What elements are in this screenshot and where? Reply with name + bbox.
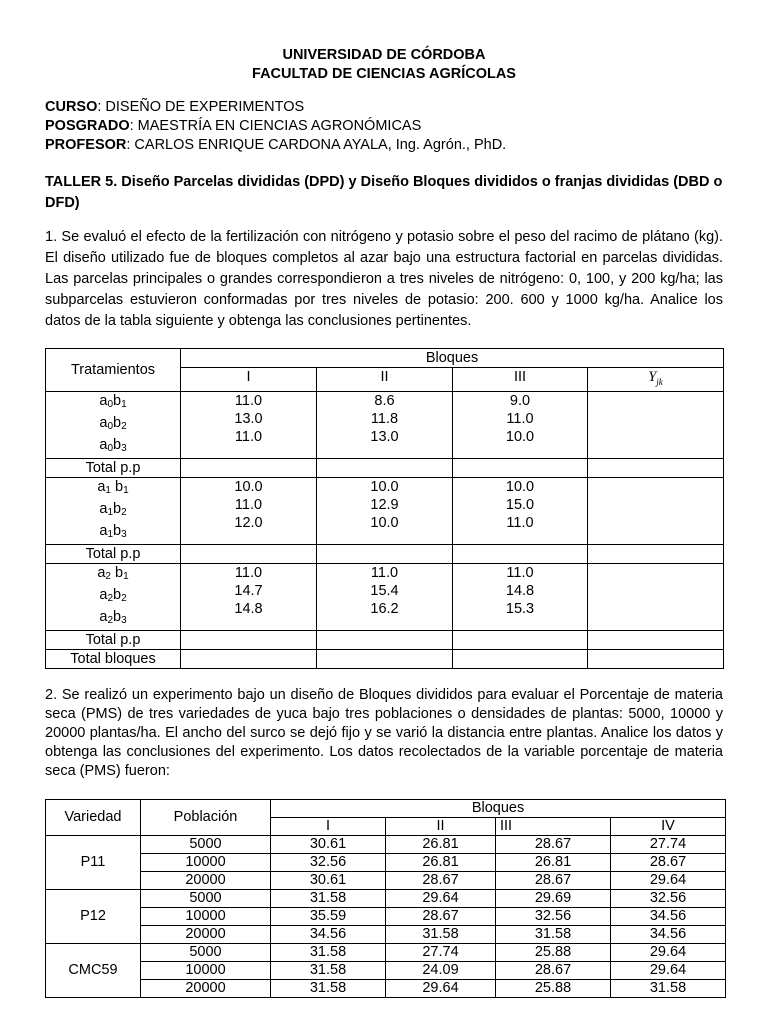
value-cell: 10.0: [370, 478, 399, 495]
value-cell: 28.67: [611, 853, 726, 871]
table-1-values-cell: [317, 391, 453, 458]
value-cell: 29.64: [386, 889, 496, 907]
table-1-values-cell: [453, 563, 588, 630]
value-cell: 10.0: [505, 478, 535, 495]
value-cell: 27.74: [386, 943, 496, 961]
professor-label: PROFESOR: [45, 137, 127, 153]
value-cell: 29.64: [386, 979, 496, 997]
population-cell: 10000: [141, 853, 271, 871]
value-cell: 26.81: [386, 853, 496, 871]
table-1-total-blocks-row: [46, 649, 724, 668]
treatment-label: $a_0b_1$: [99, 392, 127, 410]
value-cell: 28.67: [386, 871, 496, 889]
value-cell: 25.88: [496, 943, 611, 961]
total-pp-cell: [181, 544, 317, 563]
table-1-group-row: [46, 563, 724, 630]
value-cell: 32.56: [496, 907, 611, 925]
table-1-treatments-cell: [46, 563, 181, 630]
document-header: [45, 46, 723, 84]
table-1-values-cell: [453, 477, 588, 544]
total-pp-cell: [453, 630, 588, 649]
value-cell: 11.0: [234, 496, 263, 513]
total-pp-cell: [181, 630, 317, 649]
total-blocks-cell: [181, 649, 317, 668]
table-2-row: [46, 925, 726, 943]
value-cell: 14.8: [234, 600, 263, 617]
value-cell: 8.6: [374, 392, 395, 409]
total-pp-cell: [588, 630, 724, 649]
value-cell: 10.0: [234, 478, 263, 495]
workshop-title: TALLER 5. Diseño Parcelas divididas (DPD) y Diseño Bloques divididos o franjas divididas (DBD o DFD): [45, 174, 723, 211]
value-cell: 26.81: [386, 835, 496, 853]
table-1-treatments-cell: [46, 391, 181, 458]
treatment-label: $a_0b_3$: [99, 436, 127, 454]
value-cell: 31.58: [271, 979, 386, 997]
table-2-block-iii: III: [496, 817, 611, 835]
population-cell: 5000: [141, 943, 271, 961]
value-cell: 12.9: [370, 496, 399, 513]
table-1-blocks-header: Bloques: [181, 349, 724, 368]
professor-line: [45, 136, 723, 155]
value-cell: 11.0: [370, 564, 399, 581]
value-cell: 12.0: [234, 514, 263, 531]
treatment-label: $a_0b_2$: [99, 414, 127, 432]
table-2-block-i: I: [271, 817, 386, 835]
value-cell: 13.0: [234, 410, 263, 427]
table-2-population-header: Población: [141, 799, 271, 835]
table-1-yjk-cell: [588, 477, 724, 544]
table-1-body: [46, 391, 724, 668]
value-cell: 31.58: [496, 925, 611, 943]
table-1-values-cell: [317, 477, 453, 544]
total-pp-cell: [181, 458, 317, 477]
population-cell: 20000: [141, 925, 271, 943]
table-1: [45, 348, 724, 669]
problem-1-text: 1. Se evaluó el efecto de la fertilización con nitrógeno y potasio sobre el peso del racimo de plátano (kg). El diseño utilizado fue de bloques completos al azar bajo una estructura factorial en parcelas divididas. Las parcelas principales o grandes correspondieron a tres niveles de nitrógeno: 0, 100, y 200 kg/ha; las subparcelas estuvieron conformadas por tres niveles de potasio: 200. 600 y 1000 kg/ha. Analice los datos de la tabla siguiente y obtenga las conclusiones pertinentes.: [45, 229, 723, 329]
table-1-yjk-header: [588, 368, 724, 392]
table-1-yjk-cell: [588, 563, 724, 630]
program-line: [45, 117, 723, 136]
treatment-label: $a_1$ $b_1$: [97, 478, 129, 496]
table-2: [45, 799, 726, 998]
professor-value: : CARLOS ENRIQUE CARDONA AYALA, Ing. Agrón., PhD.: [126, 137, 507, 153]
value-cell: 29.64: [611, 943, 726, 961]
value-cell: 31.58: [611, 979, 726, 997]
table-1-yjk-cell: [588, 391, 724, 458]
population-cell: 10000: [141, 907, 271, 925]
table-1-values-cell: [453, 391, 588, 458]
population-cell: 20000: [141, 871, 271, 889]
population-cell: 20000: [141, 979, 271, 997]
yjk-subscript: jk: [656, 376, 663, 387]
table-1-group-row: [46, 391, 724, 458]
value-cell: 26.81: [496, 853, 611, 871]
table-2-body: [46, 835, 726, 997]
course-info: [45, 98, 723, 155]
table-2-block-iv: IV: [611, 817, 726, 835]
value-cell: 16.2: [370, 600, 399, 617]
university-name: UNIVERSIDAD DE CÓRDOBA: [282, 47, 486, 63]
value-cell: 28.67: [496, 835, 611, 853]
problem-2-text: 2. Se realizó un experimento bajo un diseño de Bloques divididos para evaluar el Porcentaje de materia seca (PMS) de tres variedades de yuca bajo tres poblaciones o densidades de plantas: 5000, 10000 y 20000 plantas/ha. El ancho del surco se dejó fijo y se varió la distancia entre plantas. Analice los datos y obtenga las conclusiones del experimento. Los datos recolectados de la variable porcentaje de materia seca (PMS) fueron:: [45, 686, 723, 779]
table-2-row: [46, 835, 726, 853]
total-pp-cell: [588, 544, 724, 563]
table-2-variety-header: Variedad: [46, 799, 141, 835]
total-blocks-cell: [588, 649, 724, 668]
value-cell: 10.0: [370, 514, 399, 531]
table-1-total-pp-row: [46, 630, 724, 649]
total-pp-label: Total p.p: [46, 630, 181, 649]
table-1-values-cell: [181, 477, 317, 544]
variety-name: P11: [46, 835, 141, 889]
table-1-block-iii: III: [453, 368, 588, 392]
table-2-row: [46, 979, 726, 997]
total-pp-cell: [453, 544, 588, 563]
value-cell: 11.0: [506, 410, 534, 427]
total-pp-cell: [588, 458, 724, 477]
value-cell: 25.88: [496, 979, 611, 997]
course-line: [45, 98, 723, 117]
table-2-row: [46, 943, 726, 961]
table-1-treatments-cell: [46, 477, 181, 544]
population-cell: 10000: [141, 961, 271, 979]
table-1-header-row: [46, 349, 724, 368]
value-cell: 11.0: [506, 564, 534, 581]
table-1-group-row: [46, 477, 724, 544]
population-cell: 5000: [141, 835, 271, 853]
value-cell: 34.56: [271, 925, 386, 943]
variety-name: P12: [46, 889, 141, 943]
treatment-label: $a_2b_3$: [99, 608, 127, 626]
value-cell: 14.8: [505, 582, 535, 599]
value-cell: 28.67: [496, 871, 611, 889]
value-cell: 29.64: [611, 961, 726, 979]
value-cell: 28.67: [496, 961, 611, 979]
total-pp-label: Total p.p: [46, 458, 181, 477]
table-1-values-cell: [317, 563, 453, 630]
table-2-row: [46, 961, 726, 979]
table-2-row: [46, 871, 726, 889]
value-cell: 11.0: [234, 428, 263, 445]
value-cell: 28.67: [386, 907, 496, 925]
total-pp-label: Total p.p: [46, 544, 181, 563]
table-1-total-pp-row: [46, 458, 724, 477]
course-value: : DISEÑO DE EXPERIMENTOS: [97, 99, 305, 115]
table-1-values-cell: [181, 563, 317, 630]
value-cell: 31.58: [271, 889, 386, 907]
document-page: [45, 0, 723, 998]
total-pp-cell: [317, 544, 453, 563]
table-2-blocks-header: Bloques: [271, 799, 726, 817]
table-2-header-row: [46, 799, 726, 817]
total-blocks-cell: [317, 649, 453, 668]
total-pp-cell: [317, 630, 453, 649]
value-cell: 15.4: [370, 582, 399, 599]
value-cell: 29.69: [496, 889, 611, 907]
value-cell: 9.0: [509, 392, 531, 409]
value-cell: 32.56: [611, 889, 726, 907]
value-cell: 11.8: [370, 410, 399, 427]
treatment-label: $a_2b_2$: [99, 586, 127, 604]
treatment-label: $a_1b_2$: [99, 500, 127, 518]
value-cell: 30.61: [271, 871, 386, 889]
total-pp-cell: [317, 458, 453, 477]
population-cell: 5000: [141, 889, 271, 907]
yjk-symbol: Y: [648, 369, 657, 385]
value-cell: 35.59: [271, 907, 386, 925]
value-cell: 27.74: [611, 835, 726, 853]
value-cell: 32.56: [271, 853, 386, 871]
table-2-row: [46, 853, 726, 871]
value-cell: 31.58: [271, 961, 386, 979]
value-cell: 34.56: [611, 925, 726, 943]
total-pp-cell: [453, 458, 588, 477]
value-cell: 24.09: [386, 961, 496, 979]
table-1-total-pp-row: [46, 544, 724, 563]
value-cell: 14.7: [234, 582, 263, 599]
value-cell: 15.3: [505, 600, 535, 617]
program-value: : MAESTRÍA EN CIENCIAS AGRONÓMICAS: [129, 118, 422, 134]
table-2-row: [46, 907, 726, 925]
value-cell: 11.0: [506, 514, 534, 531]
treatment-label: $a_2$ $b_1$: [97, 564, 129, 582]
table-1-treatments-header: Tratamientos: [46, 349, 181, 392]
variety-name: CMC59: [46, 943, 141, 997]
value-cell: 11.0: [234, 392, 263, 409]
table-1-block-i: I: [181, 368, 317, 392]
value-cell: 11.0: [234, 564, 263, 581]
value-cell: 10.0: [505, 428, 535, 445]
total-blocks-cell: [453, 649, 588, 668]
table-1-block-ii: II: [317, 368, 453, 392]
treatment-label: $a_1b_3$: [99, 522, 127, 540]
program-label: POSGRADO: [45, 118, 130, 134]
value-cell: 15.0: [505, 496, 535, 513]
table-2-block-ii: II: [386, 817, 496, 835]
table-1-values-cell: [181, 391, 317, 458]
value-cell: 31.58: [386, 925, 496, 943]
value-cell: 30.61: [271, 835, 386, 853]
table-2-row: [46, 889, 726, 907]
course-label: CURSO: [45, 99, 98, 115]
value-cell: 29.64: [611, 871, 726, 889]
total-blocks-label: Total bloques: [46, 649, 181, 668]
value-cell: 13.0: [370, 428, 399, 445]
faculty-name: FACULTAD DE CIENCIAS AGRÍCOLAS: [252, 66, 516, 82]
value-cell: 34.56: [611, 907, 726, 925]
value-cell: 31.58: [271, 943, 386, 961]
